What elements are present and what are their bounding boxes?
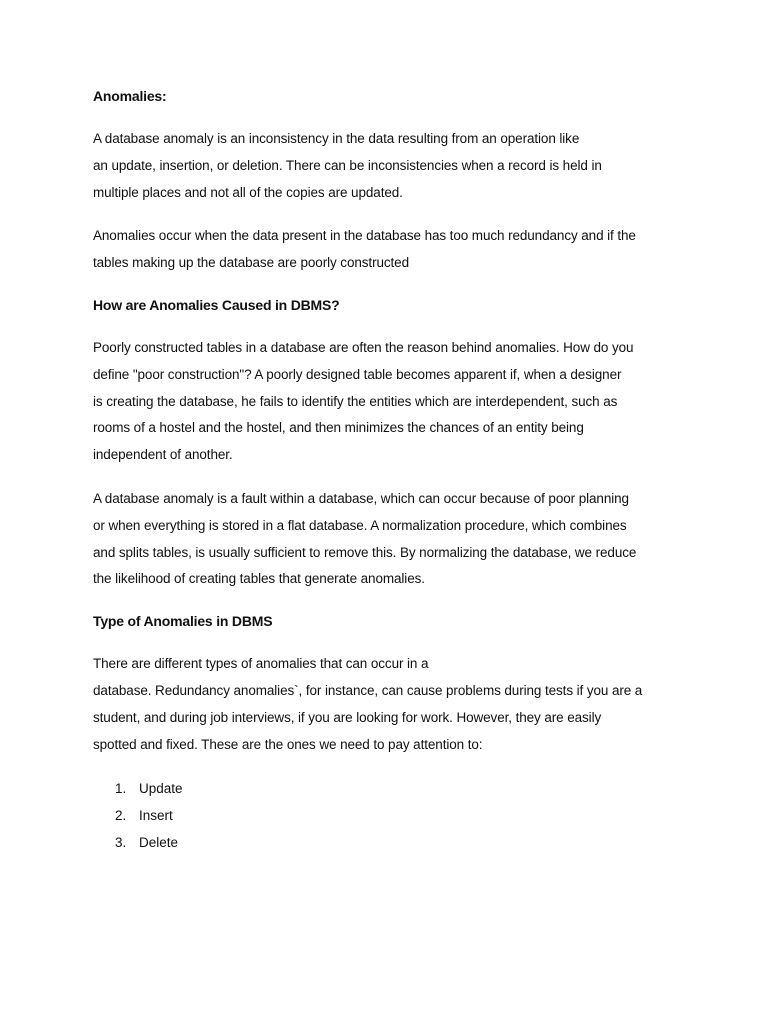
text-line: rooms of a hostel and the hostel, and then minimizes the chances of an entity being: [93, 420, 584, 436]
text-line: is creating the database, he fails to identify the entities which are interdependent, such as: [93, 393, 618, 409]
heading-anomalies: Anomalies:: [93, 88, 167, 104]
text-line: student, and during job interviews, if you are looking for work. However, they are easily: [93, 709, 602, 725]
text-line: There are different types of anomalies that can occur in a: [93, 656, 429, 672]
paragraph-anomaly-definition: [93, 126, 693, 206]
list-number: 1.: [115, 781, 127, 797]
list-item: [93, 802, 693, 829]
text-line: multiple places and not all of the copies are updated.: [93, 184, 403, 200]
list-item-label: Delete: [139, 835, 179, 851]
heading-types: Type of Anomalies in DBMS: [93, 613, 273, 630]
text-line: define "poor construction"? A poorly designed table becomes apparent if, when a designer: [93, 366, 622, 382]
list-item: [93, 775, 693, 802]
list-number: 2.: [115, 808, 127, 824]
list-item-label: Update: [139, 781, 183, 797]
text-line: an update, insertion, or deletion. There can be inconsistencies when a record is held in: [93, 157, 602, 173]
text-line: A database anomaly is a fault within a database, which can occur because of poor planning: [93, 490, 629, 506]
paragraph-poor-construction: [93, 335, 693, 469]
text-line: or when everything is stored in a flat database. A normalization procedure, which combines: [93, 517, 627, 533]
text-line: spotted and fixed. These are the ones we need to pay attention to:: [93, 736, 483, 752]
list-number: 3.: [115, 835, 127, 851]
text-line: and splits tables, is usually sufficient to remove this. By normalizing the database, we reduce: [93, 544, 637, 560]
text-line: Anomalies occur when the data present in the database has too much redundancy and if the: [93, 228, 636, 244]
text-line: the likelihood of creating tables that generate anomalies.: [93, 571, 425, 587]
text-line: independent of another.: [93, 447, 233, 463]
anomaly-types-list: [93, 775, 693, 856]
paragraph-anomaly-occurrence: [93, 223, 693, 277]
text-line: A database anomaly is an inconsistency in the data resulting from an operation like: [93, 131, 580, 146]
list-item: [93, 829, 693, 856]
paragraph-normalization: [93, 486, 693, 593]
document-page: [93, 84, 693, 856]
paragraph-types-intro: [93, 651, 693, 758]
text-line: database. Redundancy anomalies`, for instance, can cause problems during tests if you are a: [93, 682, 643, 698]
text-line: tables making up the database are poorly constructed: [93, 255, 409, 271]
list-item-label: Insert: [139, 808, 173, 824]
text-line: Poorly constructed tables in a database are often the reason behind anomalies. How do you: [93, 339, 634, 355]
heading-how-caused: How are Anomalies Caused in DBMS?: [93, 296, 340, 313]
